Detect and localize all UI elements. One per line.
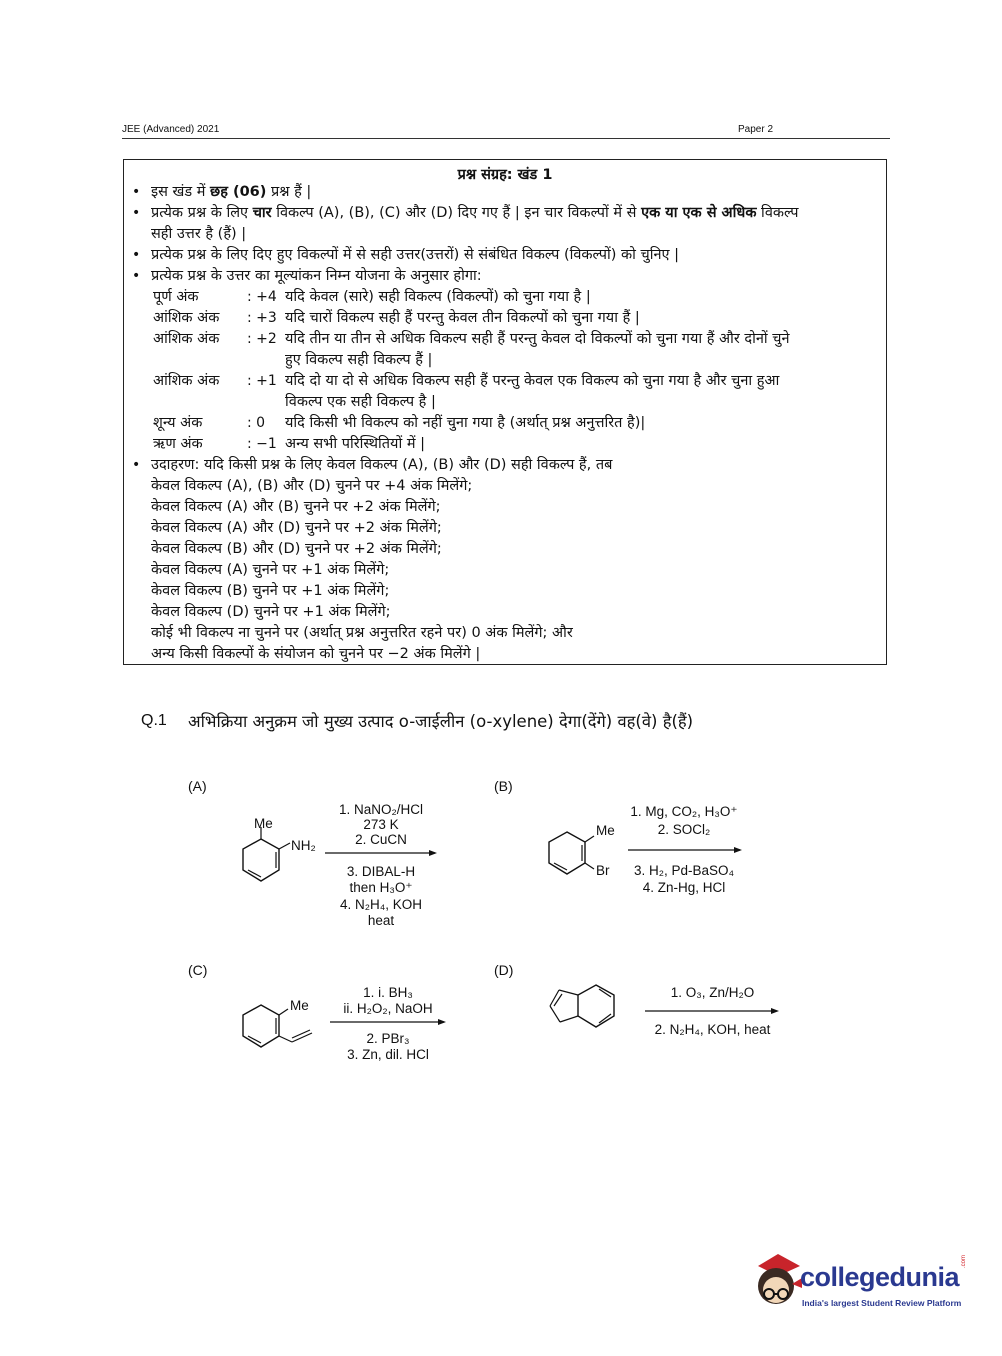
option-c-label: (C) xyxy=(188,962,208,978)
header-divider xyxy=(122,138,890,139)
marking-label: ऋण अंक xyxy=(153,436,203,452)
marking-text: यदि चारों विकल्प सही हैं परन्तु केवल तीन विकल्पों को चुना गया हैं | xyxy=(285,310,640,326)
logo-tagline: India's largest Student Review Platform xyxy=(802,1298,962,1308)
option-d-indene xyxy=(548,985,628,1035)
example-line: केवल विकल्प (B) और (D) चुनने पर +2 अंक मिलेंगे; xyxy=(151,541,442,557)
option-c-step: 3. Zn, dil. HCl xyxy=(347,1047,429,1062)
option-d-step: 2. N₂H₄, KOH, heat xyxy=(654,1022,771,1037)
bullet-icon: • xyxy=(132,457,141,473)
instruction-choose: प्रत्येक प्रश्न के लिए दिए हुए विकल्पों में से सही उत्तर(उत्तरों) से संबंधित विकल्प (विकल्पों) को चुनिए | xyxy=(151,247,680,263)
instruction-question-count: इस खंड में छह (06) प्रश्न हैं | xyxy=(151,184,312,200)
example-line: कोई भी विकल्प ना चुनने पर (अर्थात् प्रश्न अनुत्तरित रहने पर) 0 अंक मिलेंगे; और xyxy=(151,625,573,641)
option-b-methyl: Me xyxy=(596,823,615,838)
marking-points: : +3 xyxy=(247,310,277,326)
bullet-icon: • xyxy=(132,205,141,221)
marking-text-cont: हुए विकल्प सही विकल्प हैं | xyxy=(285,352,433,368)
example-line: केवल विकल्प (D) चुनने पर +1 अंक मिलेंगे; xyxy=(151,604,391,620)
option-a-step: 2. CuCN xyxy=(355,832,407,847)
option-d-label: (D) xyxy=(494,962,514,978)
option-c-step: ii. H₂O₂, NaOH xyxy=(343,1001,433,1016)
option-a-step: 4. N₂H₄, KOH xyxy=(339,897,422,912)
option-b-step: 4. Zn-Hg, HCl xyxy=(642,880,726,895)
marking-label: शून्य अंक xyxy=(153,415,203,431)
logo-domain-suffix: .com xyxy=(961,1254,967,1268)
option-a-step: 273 K xyxy=(363,817,399,832)
option-c-methyl: Me xyxy=(290,998,309,1013)
marking-points: : +4 xyxy=(247,289,277,305)
instruction-options: प्रत्येक प्रश्न के लिए चार विकल्प (A), (B), (C) और (D) दिए गए हैं | इन चार विकल्पों में से एक या एक से अधिक विकल्प xyxy=(151,205,799,221)
example-line: अन्य किसी विकल्पों के संयोजन को चुनने पर −2 अंक मिलेंगे | xyxy=(151,646,481,662)
option-c-step: 1. i. BH₃ xyxy=(363,985,413,1000)
example-line: केवल विकल्प (B) चुनने पर +1 अंक मिलेंगे; xyxy=(151,583,390,599)
marking-text: यदि किसी भी विकल्प को नहीं चुना गया है (अर्थात् प्रश्न अनुत्तरित है)| xyxy=(285,415,646,431)
marking-text: अन्य सभी परिस्थितियों में | xyxy=(285,436,425,452)
option-a-amine: NH₂ xyxy=(291,838,316,853)
instruction-example-intro: उदाहरण: यदि किसी प्रश्न के लिए केवल विकल्प (A), (B) और (D) सही विकल्प हैं, तब xyxy=(151,457,613,473)
option-a-methyl: Me xyxy=(254,816,273,831)
option-a-step: heat xyxy=(367,913,395,928)
bullet-icon: • xyxy=(132,184,141,200)
option-a-label: (A) xyxy=(188,778,207,794)
option-c-step: 2. PBr₃ xyxy=(366,1031,410,1046)
logo-wordmark: collegedunia xyxy=(800,1262,960,1292)
option-a-step: 3. DIBAL-H xyxy=(346,864,416,879)
marking-text-cont: विकल्प एक सही विकल्प है | xyxy=(285,394,436,410)
instructions-box xyxy=(123,159,887,665)
marking-text: यदि केवल (सारे) सही विकल्प (विकल्पों) को चुना गया है | xyxy=(285,289,591,305)
option-b-arrow xyxy=(628,845,744,855)
header-exam-name: JEE (Advanced) 2021 xyxy=(122,124,220,135)
marking-label: आंशिक अंक xyxy=(153,310,220,326)
bullet-icon: • xyxy=(132,268,141,284)
option-b-step: 3. H₂, Pd-BaSO₄ xyxy=(633,863,735,878)
instruction-marking-intro: प्रत्येक प्रश्न के उत्तर का मूल्यांकन निम्न योजना के अनुसार होगा: xyxy=(151,268,482,284)
instructions-title: प्रश्न संग्रह: खंड 1 xyxy=(457,167,553,183)
option-a-step: then H₃O⁺ xyxy=(349,880,413,895)
bullet-icon: • xyxy=(132,247,141,263)
instruction-options-cont: सही उत्तर है (हैं) | xyxy=(151,226,247,242)
option-b-bromine: Br xyxy=(596,863,610,878)
example-line: केवल विकल्प (A) चुनने पर +1 अंक मिलेंगे; xyxy=(151,562,390,578)
option-d-step: 1. O₃, Zn/H₂O xyxy=(670,985,755,1000)
option-d-arrow xyxy=(645,1006,781,1016)
option-a-step: 1. NaNO₂/HCl xyxy=(338,802,423,817)
marking-text: यदि तीन या तीन से अधिक विकल्प सही हैं परन्तु केवल दो विकल्पों को चुना गया हैं और दोनों चुने xyxy=(285,331,790,347)
marking-label: आंशिक अंक xyxy=(153,373,220,389)
marking-points: : −1 xyxy=(247,436,277,452)
marking-points: : +2 xyxy=(247,331,277,347)
option-c-arrow xyxy=(330,1017,448,1027)
option-b-label: (B) xyxy=(494,778,513,794)
header-paper-number: Paper 2 xyxy=(738,124,774,135)
example-line: केवल विकल्प (A) और (B) चुनने पर +2 अंक मिलेंगे; xyxy=(151,499,441,515)
marking-points: : 0 xyxy=(247,415,266,431)
marking-text: यदि दो या दो से अधिक विकल्प सही हैं परन्तु केवल एक विकल्प को चुना गया है और चुना हुआ xyxy=(285,373,780,389)
marking-label: पूर्ण अंक xyxy=(153,289,199,305)
option-b-step: 2. SOCl₂ xyxy=(657,822,711,837)
question-number: Q.1 xyxy=(141,712,167,729)
question-text: अभिक्रिया अनुक्रम जो मुख्य उत्पाद o-जाईलीन (o-xylene) देगा(देंगे) वह(वे) है(हैं) xyxy=(188,712,694,731)
option-a-arrow xyxy=(325,848,439,858)
example-line: केवल विकल्प (A), (B) और (D) चुनने पर +4 अंक मिलेंगे; xyxy=(151,478,473,494)
option-b-step: 1. Mg, CO₂, H₃O⁺ xyxy=(630,804,738,819)
marking-points: : +1 xyxy=(247,373,277,389)
example-line: केवल विकल्प (A) और (D) चुनने पर +2 अंक मिलेंगे; xyxy=(151,520,442,536)
marking-label: आंशिक अंक xyxy=(153,331,220,347)
